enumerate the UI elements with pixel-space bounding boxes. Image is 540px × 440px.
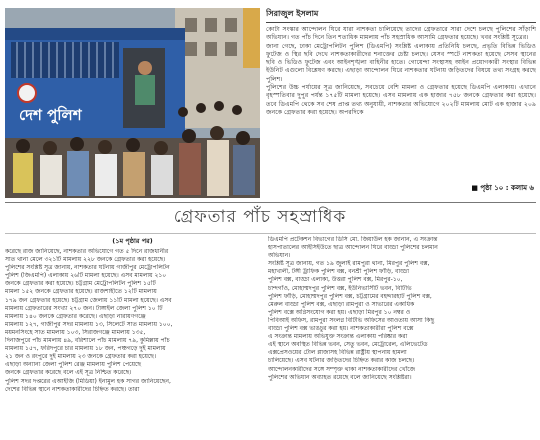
text-line: চান্দগাঁও, মোহাম্মদপুর পুলিশ বক্স, ইউনিভার্সিটি ভবন, বিটিভি [268,284,412,292]
text-line: পুলিশ ফাঁড়ি, মোহাম্মদপুর পুলিশ বক্স, চট্টগ্রামের বহদ্দারহাট পুলিশ বক্স, [268,292,432,300]
text-line: ময়মনসিংহে সাত মামলায় ১০৩, সিরাজগঞ্জে মামলায় ১৩৫, [5,328,146,336]
text-line: ডিএমপি প্রটেকশন বিভাগের ডিসি মো. জিয়াউল হক জানান, এ সংক্রান্ত [268,236,438,243]
continued-column-left [5,236,260,436]
text-line: মামলায় গ্রেফতারের সংখ্যা ২৭০ জন। টাঙ্গাইল জেলা পুলিশ ১০ টি [5,304,163,312]
text-line: বাড্ডা পুলিশ বক্স ভাঙচুর করা হয়। নাশকতাকারীরা পুলিশ বক্সে [268,325,414,333]
article-headline: গ্রেফতার পাঁচ সহস্রাধিক [173,207,347,227]
continued-jump [471,182,534,194]
text-line: ২১ জন ও রংপুরে দুই মামলায় ২৩ জনকে গ্রেফতার করা হয়েছে। [5,353,157,361]
story-paragraph: কোটা সংস্কার আন্দোলন ঘিরে যারা নাশকতা চালিয়েছে তাদের গ্রেফতারে সারা দেশে চলছে পুলিশের সাঁড়াশি অভিযান। গত পাঁচ দিনে তিন শতাধিক মামলায় পাঁচ সহস্রাধিক আসামি গ্রেফতার হয়েছে। খবর সংশ্লিষ্ট সূত্রের। [266,26,536,42]
text-line: দেশের বিভিন্ন স্থানে নাশকতাকারীদের চিহ্নিত করছে। তারা [5,385,140,393]
jump-label: পৃষ্ঠা ১০ : কলাম ৬ [480,184,534,192]
continued-marker: (১ম পৃষ্ঠার পর) [112,237,153,245]
news-photo [5,8,260,198]
text-line: পুলিশের অভিযান অব্যাহত রয়েছে বলে জানিয়েছে সংশ্লিষ্টরা। [268,373,412,381]
text-line: এই স্থানে অবস্থিত বিভিন্ন ভবন, সেতু ভবন, মেট্রোরেল, এলিভেটেড [268,341,428,349]
text-line: আন্দোলনকারীদের সঙ্গে সম্পৃক্ত থাকা নাশকতাকারীদের খোঁজে [268,365,416,373]
text-line: পুলিশ সদর দপ্তরের এআইজি (মিডিয়া) ইনামুল হক সাগর জানিয়েছেন, [5,377,171,385]
square-bullet-icon: ■ [471,184,481,192]
continued-column-right [268,236,536,436]
byline: সিরাজুল ইসলাম [266,8,536,23]
text-line: পুলিশ বক্স, বাড্ডা এলাকা, উত্তরা পুলিশ বক্স, মিরপুর-১০, [268,276,403,284]
text-line: জনকে গ্রেফতার করা হয়েছে। চট্টগ্রাম মেট্রোপলিটন পুলিশ ১৫টি [5,280,156,288]
text-line: মেরুল বাড্ডা পুলিশ বক্স, এছাড়া রামপুরা ও সাভারের একাধিক [268,300,415,308]
text-line: পুলিশের সংশ্লিষ্ট সূত্র জানায়, নাশকতার ঘটনায় গাজীপুর মেট্রোপলিটন [5,264,170,272]
story-paragraph: পুলিশের উচ্চ পর্যায়ের সূত্র জানিয়েছে, সবচেয়ে বেশি মামলা ও গ্রেফতার হয়েছে ডিএমপি এলাকায়। এখানে বৃহস্পতিবার দুপুর পর্যন্ত ১৭৫টি মামলা হয়েছে। এসব মামলায় এক হাজার ৭৫৮ জনকে গ্রেফতার করা হয়েছে। তবে ডিএমপি থেকে সব শেষ প্রাপ্ত তথ্য অনুযায়ী, নাশকতার অভিযোগে ২০২টি মামলায় মোট এক হাজার ২০৯ জনকে গ্রেফতার করা হয়েছে। অপরদিকে [266,84,536,116]
text-line: সংশ্লিষ্ট সূত্র জানায়, গত ১৯ জুলাই রামপুরা থানা, মিরপুর পুলিশ বক্স, [268,260,430,268]
text-line: পুলিশ (জিএমপি) এলাকায় ২৬টি মামলা হয়েছে। এসব মামলায় ২১০ [5,272,167,280]
police-van-crowd-image [5,8,260,198]
text-line: এ সংক্রান্ত মামলায় অভিযুক্ত সংক্রান্ত এলাকায় পরিষ্কার করা [268,333,408,341]
text-line: ১৭৯ জন গ্রেফতার হয়েছে। চট্টগ্রাম জেলায় ১১টি মামলা হয়েছে। এসব [5,296,172,304]
text-line: হাসপাতালের আইসিইউতে ছাত্র আন্দোলন ঘিরে বাড্ডা পুলিশের চলমান [268,244,438,252]
text-line: জনকে গ্রেফতার করেছে বলে এই সূত্র নিশ্চিত করেছে। [5,369,132,377]
story-paragraph: জানা গেছে, ঢাকা মেট্রোপলিটন পুলিশ (ডিএমপি) সংশ্লিষ্ট এলাকায় প্রতিনিধি চলছে, প্রভৃতি বিভিন্ন ভিডিও ফুটেজ ও স্থির ছবি দেখে নাশকতাকারীদের শনাক্তের চেষ্টা চলছে। যেসব স্পটে নাশকতা হয়েছে সেসব স্থানের ছবি ও ভিডিও ফুটেজ এবং আইনশৃঙ্খলা বাহিনীর হাতে। গোয়েন্দা সংস্থাসহ আইন প্রয়োগকারী সংস্থার বিভিন্ন ইউনিট এগুলো বিশ্লেষণ করছে। এছাড়া আন্দোলন ঘিরে নাশকতার ঘটনায় জড়িতদের বিষয়ে তথ্য সংগ্রহ করছে পুলিশ। [266,42,536,83]
text-line: মামলা ১৫২ জনকে গ্রেফতার হয়েছে। রাজশাহীতে ১২টি মামলায় [5,288,157,296]
van-sign-text: দেশ পুলিশ [19,106,82,124]
text-line: এছাড়া অন্যান্য জেলা পুলিশ রেঞ্জ মামলায় পুলিশ পেয়েছে [5,361,142,369]
text-line: অভিযান। [268,252,291,260]
text-line: মামলায় ১২৭, গাজীপুর সদর মামলায় ১৩, সিলেটে সাত মামলায় ১০০, [5,320,173,328]
text-line: করেছে রাজ জানিয়েছে, নাশকতার অভিযোগে গত ৫ দিনে রাজধানীর [5,248,169,255]
text-line: মহাখালী, টঙ্গী ট্রাফিক পুলিশ বক্স, বনশ্রী পুলিশ ফাঁড়ি, বাড্ডা [268,268,410,276]
top-story [266,8,536,198]
text-line: মামলায় ১৫৭, ফরিদপুরে চার মামলায় ১৮ জন, পঞ্চগড়ে দুই মামলায় [5,345,166,353]
text-line: সাত থানা মেলে ৩২১টি মামলায় ২২৮ জনকে গ্রেফতার করা হয়েছে। [5,256,166,264]
text-line: মামলায় ১৪০ জনকে গ্রেফতার করেছে। এছাড়া নারায়ণগঞ্জে [5,312,146,320]
text-line: দিনাজপুরে পাঁচ মামলায় ৪৯, বরিশালে পাঁচ মামলায় ৭৯, কুমিল্লায় পাঁচ [5,337,170,345]
text-line: এক্সপ্রেসওয়ের টোল প্লাজাসহ বিভিন্ন রাষ্ট্রীয় স্থাপনায় হামলা [268,349,407,357]
text-line: পিবিআই অফিস, রামপুরা সংলগ্ন বিটিভি অফিসের আওতায় আসা কিছু [268,316,435,324]
text-line: চালিয়েছে। এসব ঘটনার জড়িতদের চিহ্নিত করার কাজ চলছে। [268,357,415,365]
text-line: পুলিশ বক্সে অগ্নিসংযোগ করা হয়। এছাড়া মিরপুর ১০ নম্বর ও [268,308,411,316]
